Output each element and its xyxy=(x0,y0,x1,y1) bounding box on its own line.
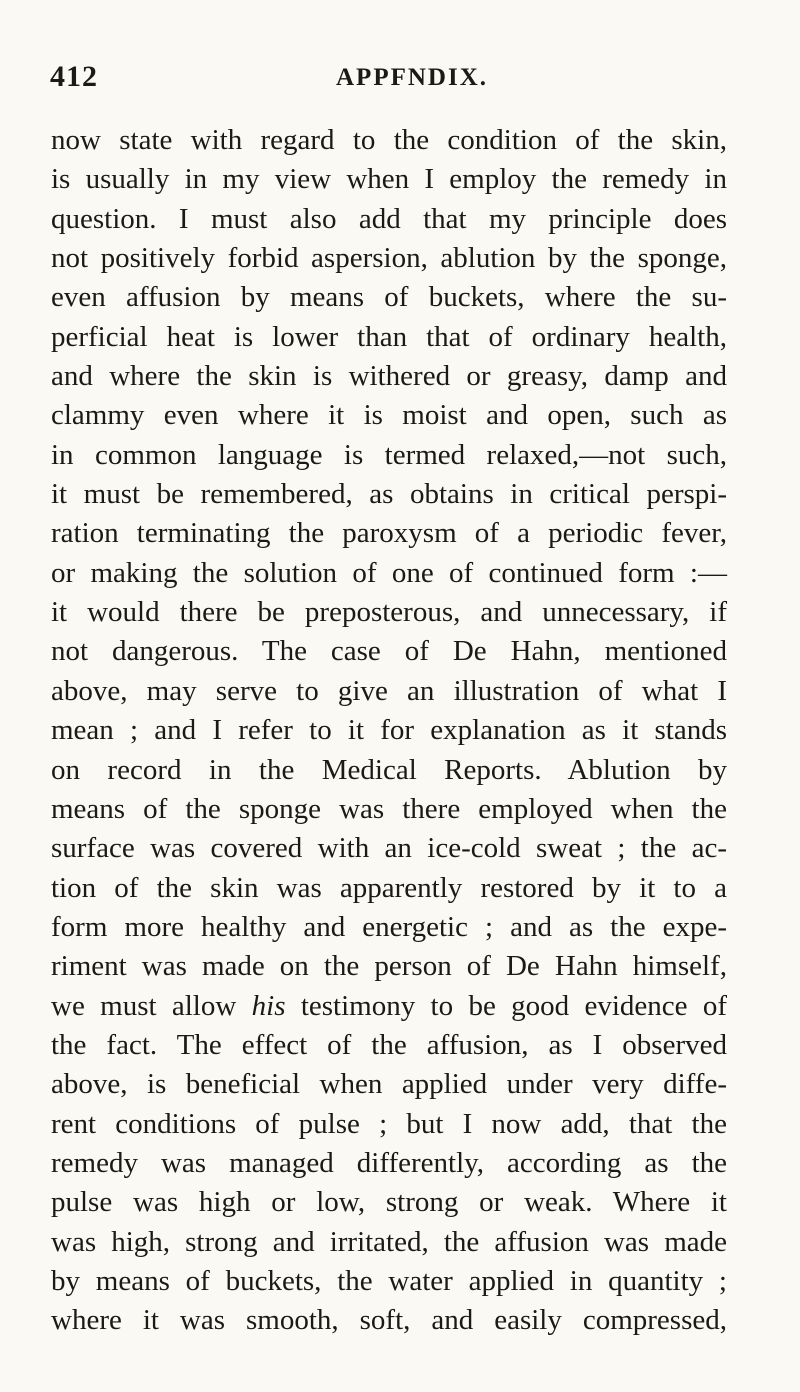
running-head: APPFNDIX. xyxy=(336,64,489,91)
page-number: 412 xyxy=(50,60,98,93)
text-line: above, is beneficial when applied under very diffe- xyxy=(51,1068,727,1101)
text-line: form more healthy and energetic ; and as the expe- xyxy=(51,910,727,943)
text-line: even affusion by means of buckets, where the su- xyxy=(51,281,727,314)
text-line: above, may serve to give an illustration of what I xyxy=(51,674,727,707)
text-line: riment was made on the person of De Hahn himself, xyxy=(51,950,727,983)
text-line-mixed xyxy=(51,987,727,1026)
italic-word: his xyxy=(251,989,286,1022)
text-line: and where the skin is withered or greasy, damp and xyxy=(51,360,727,393)
text-line: by means of buckets, the water applied in quantity ; xyxy=(51,1264,727,1297)
text-line: on record in the Medical Reports. Ablution by xyxy=(51,753,727,786)
text-line: now state with regard to the condition of the skin, xyxy=(51,124,727,156)
text-line: not dangerous. The case of De Hahn, mentioned xyxy=(51,635,727,668)
text-line: perficial heat is lower than that of ordinary health, xyxy=(51,320,727,353)
text-line: or making the solution of one of continued form :— xyxy=(51,556,727,589)
text-line: not positively forbid aspersion, ablution by the sponge, xyxy=(51,242,727,275)
text-line: is usually in my view when I employ the remedy in xyxy=(51,163,727,196)
text-line: it must be remembered, as obtains in critical perspi- xyxy=(51,478,727,511)
text-line: mean ; and I refer to it for explanation as it stands xyxy=(51,714,727,747)
page-header xyxy=(50,60,740,100)
text-line: tion of the skin was apparently restored by it to a xyxy=(51,871,727,904)
text-line: it would there be preposterous, and unnecessary, if xyxy=(51,596,727,629)
text-line: ration terminating the paroxysm of a periodic fever, xyxy=(51,517,727,550)
text-line: where it was smooth, soft, and easily compressed, xyxy=(51,1304,727,1337)
text-line: the fact. The effect of the affusion, as I observed xyxy=(51,1028,727,1061)
text-line: was high, strong and irritated, the affusion was made xyxy=(51,1225,727,1258)
text-line: surface was covered with an ice-cold sweat ; the ac- xyxy=(51,832,727,865)
text-line: means of the sponge was there employed when the xyxy=(51,792,727,825)
body-text xyxy=(51,121,727,1341)
text-line: remedy was managed differently, according as the xyxy=(51,1146,727,1179)
text-line: in common language is termed relaxed,—not such, xyxy=(51,438,727,471)
text-run: we must allow xyxy=(51,989,237,1022)
text-line: clammy even where it is moist and open, such as xyxy=(51,399,727,432)
text-line: question. I must also add that my principle does xyxy=(51,202,727,235)
text-line: rent conditions of pulse ; but I now add, that the xyxy=(51,1107,727,1140)
text-line: pulse was high or low, strong or weak. Where it xyxy=(51,1186,727,1219)
text-run: testimony to be good evidence of xyxy=(300,989,728,1022)
